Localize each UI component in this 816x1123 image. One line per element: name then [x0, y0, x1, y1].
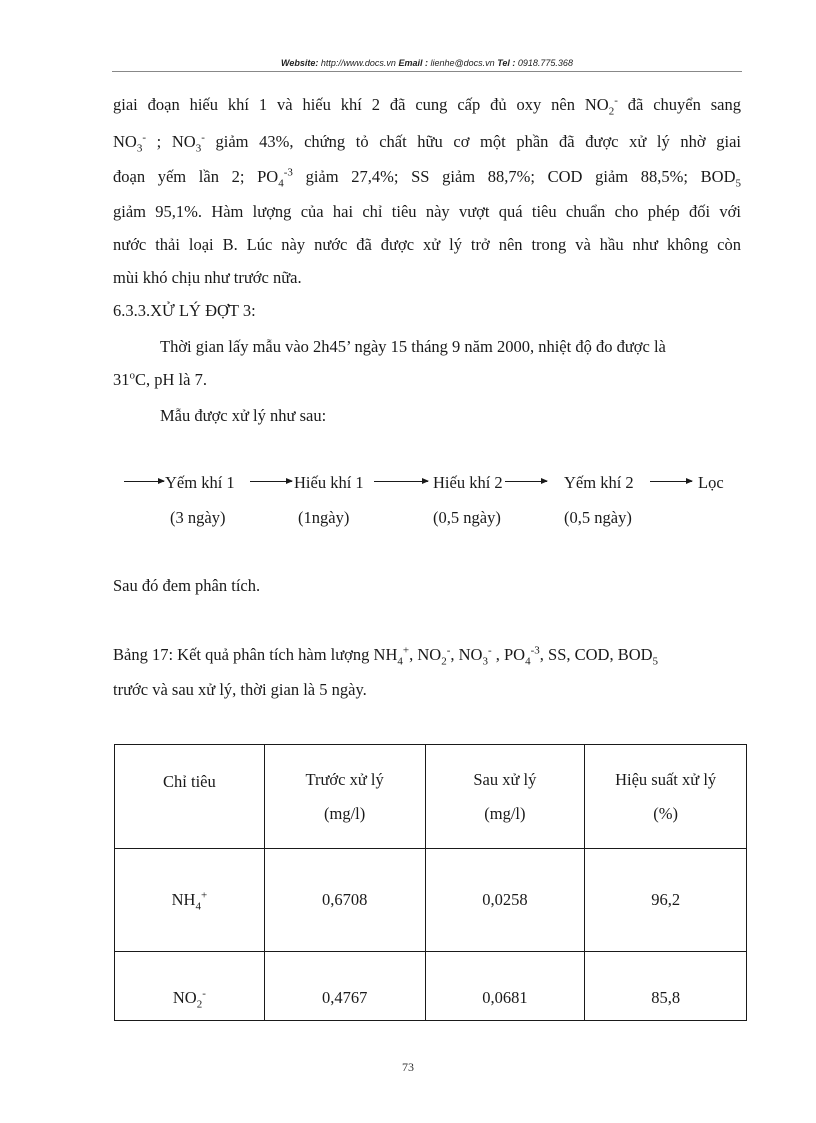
para1-line4: giảm 95,1%. Hàm lượng của hai chỉ tiêu này vượt quá tiêu chuẩn cho phép đối với [113, 202, 741, 221]
table-header-row [115, 745, 747, 849]
header-cell: Trước xử lý (mg/l) [264, 745, 425, 849]
sampling-line2: 31$^o$C, pH là 7. [113, 369, 207, 389]
para1-line1: giai đoạn hiếu khí 1 và hiếu khí 2 đã cung cấp đủ oxy nên $NO_2^-$ đã chuyển sang [113, 94, 741, 118]
para1-line6: mùi khó chịu như trước nữa. [113, 268, 302, 287]
section-heading: 6.3.3.XỬ LÝ ĐỢT 3: [113, 301, 256, 320]
efficiency-cell: 96,2 [585, 849, 747, 952]
header-cell: Sau xử lý (mg/l) [425, 745, 585, 849]
step-name: Yếm khí 1 [165, 473, 235, 492]
arrow-icon [374, 481, 428, 482]
after-text: Sau đó đem phân tích. [113, 576, 261, 595]
param-cell: $NH_4^+$ [115, 849, 265, 952]
arrow-icon [124, 481, 164, 482]
header-cell: Chỉ tiêu [115, 745, 265, 849]
tel-number: 0918.775.368 [517, 58, 573, 68]
table-row [115, 849, 747, 952]
para1-line3: đoạn yếm lần 2; $PO_4^{-3}$ giảm 27,4%; SS giảm 88,7%; COD giảm 88,5%; $BOD_5$ [113, 166, 741, 190]
email-link[interactable]: lienhe@docs.vn [430, 58, 495, 68]
before-cell: 0,4767 [264, 952, 425, 1021]
after-cell: 0,0681 [425, 952, 585, 1021]
arrow-icon [650, 481, 692, 482]
step-name: Yếm khí 2 [564, 473, 634, 492]
para1-line5: nước thải loại B. Lúc này nước đã được xử lý trở nên trong và hầu như không còn [113, 235, 741, 254]
step-duration: (0,5 ngày) [433, 508, 501, 527]
step-name: Lọc [698, 473, 724, 492]
email-label: Email : [398, 58, 428, 68]
table-caption-line2: trước và sau xử lý, thời gian là 5 ngày. [113, 680, 367, 699]
page-header [112, 58, 742, 68]
results-table [114, 744, 747, 1021]
step-duration: (3 ngày) [170, 508, 226, 527]
sampling-line1: Thời gian lấy mẫu vào 2h45’ ngày 15 tháng 9 năm 2000, nhiệt độ đo được là [160, 337, 666, 356]
header-cell: Hiệu suất xử lý (%) [585, 745, 747, 849]
website-label: Website: [281, 58, 319, 68]
step-duration: (1ngày) [298, 508, 350, 527]
step-duration: (0,5 ngày) [564, 508, 632, 527]
arrow-icon [250, 481, 292, 482]
arrow-icon [505, 481, 547, 482]
before-cell: 0,6708 [264, 849, 425, 952]
efficiency-cell: 85,8 [585, 952, 747, 1021]
table-caption-line1: Bảng 17: Kết quả phân tích hàm lượng $NH_4^+$, $NO_2^-$, $NO_3^-$ , $PO_4^{-3}$, SS, COD, $BOD_5$ [113, 644, 659, 668]
param-cell: $NO_2^-$ [115, 952, 265, 1021]
header-divider [112, 71, 742, 72]
website-link[interactable]: http://www.docs.vn [320, 58, 396, 68]
step-name: Hiếu khí 1 [294, 473, 364, 492]
after-cell: 0,0258 [425, 849, 585, 952]
step-name: Hiếu khí 2 [433, 473, 503, 492]
tel-label: Tel : [497, 58, 516, 68]
para1-line2: $NO_3^-$ ; $NO_3^-$ giảm 43%, chứng tỏ chất hữu cơ một phần đã được xử lý nhờ giai [113, 131, 741, 155]
sampling-line3: Mẫu được xử lý như sau: [160, 406, 327, 425]
table-row [115, 952, 747, 1021]
page-number: 73 [402, 1060, 414, 1074]
